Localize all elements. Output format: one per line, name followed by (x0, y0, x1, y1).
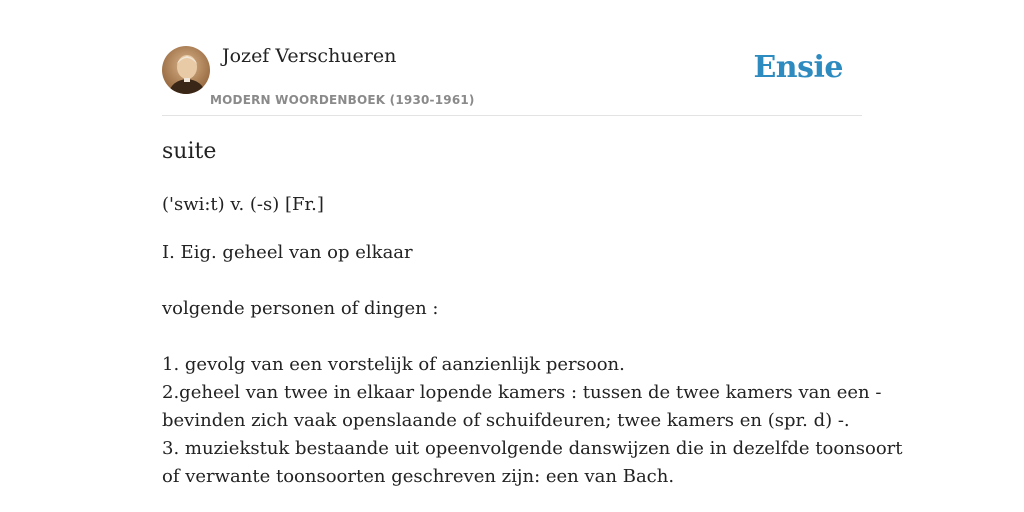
definition-line: 3. muziekstuk bestaande uit opeenvolgende danswijzen die in dezelfde toonsoort (162, 438, 903, 459)
entry-header (162, 0, 862, 116)
source-label[interactable]: MODERN WOORDENBOEK (1930-1961) (210, 93, 475, 107)
entry-term: suite (162, 139, 217, 164)
definition-line: bevinden zich vaak openslaande of schuifdeuren; twee kamers en (spr. d) -. (162, 410, 850, 431)
author-avatar[interactable] (162, 46, 210, 94)
author-portrait-icon (162, 46, 210, 94)
entry-definition (162, 239, 903, 491)
definition-line: 1. gevolg van een vorstelijk of aanzienlijk persoon. (162, 354, 625, 375)
author-name[interactable]: Jozef Verschueren (222, 45, 397, 67)
entry-pronunciation: ('swi:t) v. (-s) [Fr.] (162, 194, 324, 215)
definition-line: volgende personen of dingen : (162, 298, 439, 319)
definition-line: I. Eig. geheel van op elkaar (162, 242, 413, 263)
definition-line: of verwante toonsoorten geschreven zijn: een van Bach. (162, 466, 675, 487)
ensie-logo[interactable]: Ensie (753, 50, 843, 85)
page-content (162, 0, 903, 487)
definition-line: 2.geheel van twee in elkaar lopende kamers : tussen de twee kamers van een - (162, 382, 882, 403)
